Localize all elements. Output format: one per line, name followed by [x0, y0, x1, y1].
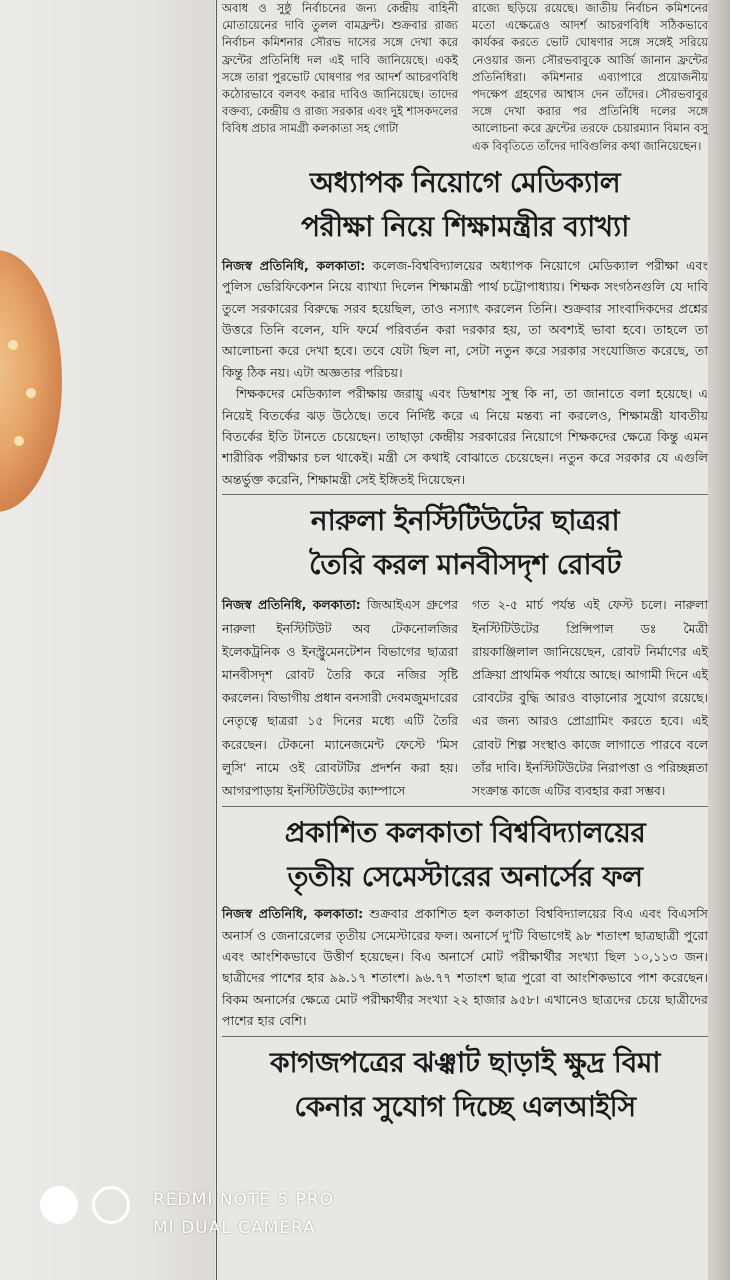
article-left-column: [222, 593, 458, 802]
watermark-dot-icon: [40, 1186, 78, 1224]
headline-line: প্রকাশিত কলকাতা বিশ্ববিদ্যালয়ের: [284, 816, 646, 850]
page-edge: [708, 0, 730, 1280]
article-headline: [222, 1041, 708, 1129]
divider: [222, 806, 708, 807]
headline-line: কেনার সুযোগ দিচ্ছে এলআইসি: [294, 1089, 636, 1123]
byline: নিজস্ব প্রতিনিধি, কলকাতা:: [222, 906, 364, 922]
camera-watermark: [40, 1186, 144, 1224]
illustration-dot: [26, 388, 36, 398]
byline: নিজস্ব প্রতিনিধি, কলকাতা:: [222, 597, 361, 613]
byline: নিজস্ব প্রতিনিধি, কলকাতা:: [222, 257, 366, 273]
decorative-illustration: [0, 250, 62, 512]
illustration-dot: [14, 436, 24, 446]
article-exam-results: [222, 811, 708, 1031]
watermark-line: MI DUAL CAMERA: [153, 1218, 316, 1238]
article-right-column: গত ২-৫ মার্চ পর্যন্ত এই ফেস্ট চলে। নারুলা ইনস্টিটিউটের প্রিন্সিপাল ডঃ মৈত্রী রায়কাঞ্জিলাল জানিয়েছেন, রোবট নির্মাণের এই প্রক্রিয়া প্রাথমিক পর্যায়ে আছে। আগামী দিনে এই রোবটের বুদ্ধি আরও বাড়ানোর সুযোগ রয়েছে। এর জন্য আরও প্রোগ্রামিং করতে হবে। এই রোবট শিল্প সংস্থাও কাজে লাগাতে পারবে বলে তাঁর দাবি। ইনস্টিটিউটের নিরাপত্তা ও পরিচ্ছন্নতা সংক্রান্ত কাজে এটির ব্যবহার করা সম্ভব।: [472, 597, 708, 798]
article-paragraph: [222, 903, 708, 1031]
top-article: [222, 0, 708, 155]
headline-line: পরীক্ষা নিয়ে শিক্ষামন্ত্রীর ব্যাখ্যা: [301, 209, 629, 243]
column-rule: [216, 0, 217, 1280]
left-margin-page: [0, 0, 215, 1280]
headline-line: অধ্যাপক নিয়োগে মেডিক্যাল: [309, 165, 621, 199]
headline-line: কাগজপত্রের ঝঞ্ঝাট ছাড়াই ক্ষুদ্র বিমা: [269, 1045, 661, 1079]
column-text: জিআইএস গ্রুপের নারুলা ইনস্টিটিউট অব টেকনোলজির ইলেকট্রনিক ও ইনস্ট্রুমেনটেশন বিভাগের ছাত্ররা মানবীসদৃশ রোবট তৈরি করে নজির সৃষ্টি করলেন। বিভাগীয় প্রধান বনসারী দেবমজুমদারের নেতৃত্বে ছাত্ররা ১৫ দিনের মধ্যে এটি তৈরি করেছেন। টেকনো ম্যানেজমেন্ট ফেস্টে 'মিস লুসি' নামে ওই রোবটটির প্রদর্শন করা হয়। আগরপাড়ায় ইনস্টিটিউটের ক্যাম্পাসে: [222, 597, 458, 798]
article-headline: [222, 161, 708, 249]
divider: [222, 1036, 708, 1037]
top-article-right-column: রাজ্যে ছড়িয়ে রয়েছে। জাতীয় নির্বাচন কমিশনের মতো এক্ষেত্রেও আদর্শ আচরণবিধি সঠিকভাবে কার্যকর করতে ভোট ঘোষণার সঙ্গে সঙ্গেই সরিয়ে নেওয়ার জন্য সৌরভবাবুকে আর্জি জানান ফ্রন্টের প্রতিনিধিরা। কমিশনার এব্যাপারে প্রয়োজনীয় পদক্ষেপ গ্রহণের আশ্বাস দেন তাঁদের। সৌরভবাবুর সঙ্গে দেখা করার পর প্রতিনিধি দলের সঙ্গে আলোচনা করে ফ্রন্টের তরফে চেয়ারম্যান বিমান বসু এক বিবৃতিতে তাঁদের দাবিগুলির কথা জানিয়েছেন।: [472, 1, 708, 153]
article-headline: [222, 499, 708, 587]
headline-line: তৈরি করল মানবীসদৃশ রোবট: [309, 548, 621, 582]
newspaper-page: [222, 0, 708, 1280]
headline-line: তৃতীয় সেমেস্টারের অনার্সের ফল: [287, 860, 643, 894]
article-lic: [222, 1041, 708, 1129]
article-robot: [222, 499, 708, 802]
article-headline: [222, 811, 708, 899]
article-paragraph: [222, 255, 708, 383]
article-medical-test: [222, 161, 708, 490]
illustration-dot: [8, 340, 18, 350]
paragraph-text: কলেজ-বিশ্ববিদ্যালয়ের অধ্যাপক নিয়োগে মেডিক্যাল পরীক্ষা এবং পুলিস ভেরিফিকেশন নিয়ে ব্যাখ্যা দিলেন শিক্ষামন্ত্রী পার্থ চট্টোপাধ্যায়। শিক্ষক সংগঠনগুলি যে দাবি তুলে সরকারের বিরুদ্ধে সরব হয়েছিল, তাও নস্যাৎ করলেন তিনি। শুক্রবার সাংবাদিকদের প্রশ্নের উত্তরে তিনি বলেন, যদি ফর্মে পরিবর্তন করা দরকার হয়, তা অবশ্যই ভাবা হবে। তাহলে তা আলোচনা করে দেখা হবে। তবে যেটা ছিল না, সেটা নতুন করে সরকার সংযোজিত করেছে, তা কিন্তু ঠিক নয়। এটা অজ্ঞতার পরিচয়।: [222, 257, 708, 380]
headline-line: নারুলা ইনস্টিটিউটের ছাত্ররা: [310, 504, 620, 538]
watermark-text: [153, 1186, 334, 1242]
article-paragraph: শিক্ষকদের মেডিক্যাল পরীক্ষায় জরায়ু এবং ডিম্বাশয় সুস্থ কি না, তা জানাতে বলা হয়েছে। এ নিয়েই বিতর্কের ঝড় উঠেছে। তবে নির্দিষ্ট করে এ নিয়ে মন্তব্য না করলেও, শিক্ষামন্ত্রী যাবতীয় বিতর্কের ইতি টানতে চেয়েছেন। তাছাড়া কেন্দ্রীয় সরকারের নিয়োগে শিক্ষকদের ক্ষেত্রে কিন্তু এমন শারীরিক পরীক্ষার চল থাকেই। মন্ত্রী সে কথাই বোঝাতে চেয়েছেন। নতুন করে সরকার যে এগুলি অন্তর্ভুক্ত করেনি, শিক্ষামন্ত্রী সেই ইঙ্গিতই দিয়েছেন।: [222, 386, 708, 487]
watermark-line: REDMI NOTE 5 PRO: [153, 1190, 335, 1210]
paragraph-text: শুক্রবার প্রকাশিত হল কলকাতা বিশ্ববিদ্যালয়ের বিএ এবং বিএসসি অনার্স ও জেনারেলের তৃতীয় সেমেস্টারের ফল। অনার্সে দু'টি বিভাগেই ৯৮ শতাংশ ছাত্রছাত্রী পুরো এবং আংশিকভাবে উত্তীর্ণ হয়েছেন। বিএ অনার্সে মোট পরীক্ষার্থীর সংখ্যা ছিল ১০,১১৩ জন। ছাত্রীদের পাশের হার ৯৯.১৭ শতাংশ। ৯৬.৭৭ শতাংশ ছাত্র পুরো বা আংশিকভাবে পাশ করেছেন। বিকম অনার্সের ক্ষেত্রে মোট পরীক্ষার্থীর সংখ্যা ২২ হাজার ৯৫৮। এখানেও ছাত্রদের চেয়ে ছাত্রীদের পাশের হার বেশি।: [222, 906, 709, 1029]
watermark-ring-icon: [92, 1186, 130, 1224]
divider: [222, 494, 708, 495]
top-article-left-column: অবাধ ও সুষ্ঠু নির্বাচনের জন্য কেন্দ্রীয় বাহিনী মোতায়েনের দাবি তুলল বামফ্রন্ট। শুক্রবার রাজ্য নির্বাচন কমিশনার সৌরভ দাসের সঙ্গে দেখা করে ফ্রন্টের প্রতিনিধি দল এই দাবি জানিয়েছে। একই সঙ্গে তারা পুরভোট ঘোষণার পর আদর্শ আচরণবিধি কঠোরভাবে বলবৎ করার দাবিও জানিয়েছে। তাদের বক্তব্য, কেন্দ্রীয় ও রাজ্য সরকার এবং দুই শাসকদলের বিবিধ প্রচার সামগ্রী কলকাতা সহ গোটা: [222, 1, 458, 136]
